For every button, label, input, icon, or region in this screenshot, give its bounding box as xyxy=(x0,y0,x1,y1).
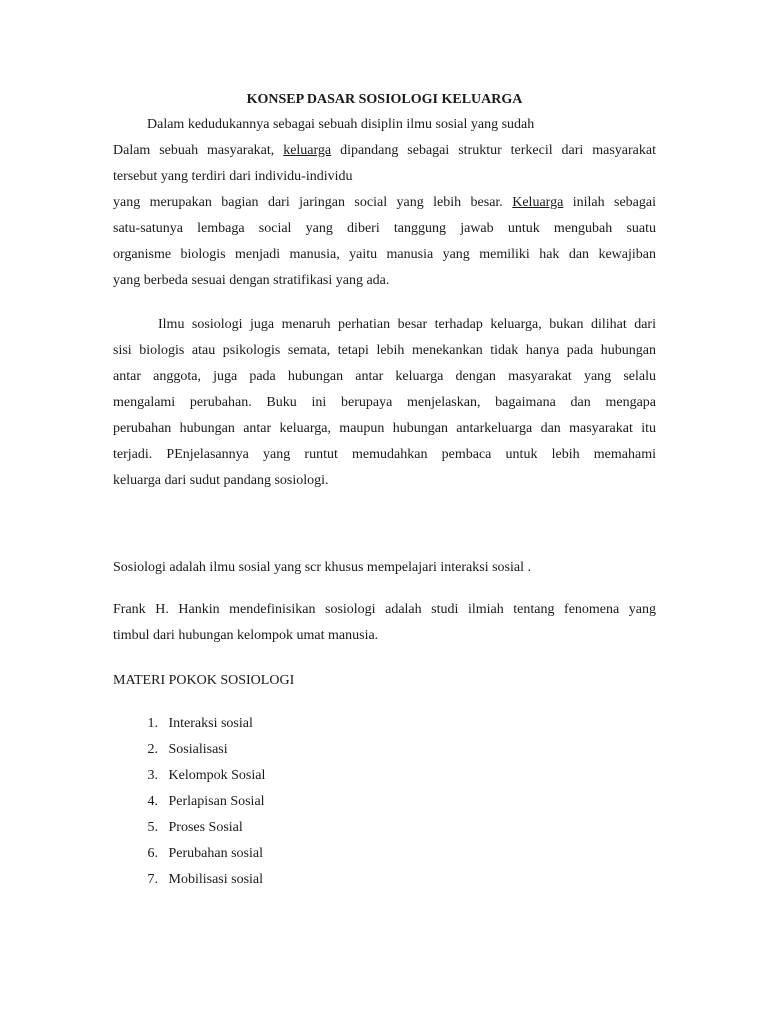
list-number: 2. xyxy=(147,742,158,757)
list-text: Interaksi sosial xyxy=(168,716,253,731)
p1-line-3: tersebut yang terdiri dari individu-individu xyxy=(113,169,353,184)
list-number: 4. xyxy=(147,794,158,809)
p1-line-6: organisme biologis menjadi manusia, yaitu manusia yang memiliki hak dan kewajiban xyxy=(113,247,656,262)
materi-heading: MATERI POKOK SOSIOLOGI xyxy=(113,673,295,688)
paragraph-3 xyxy=(113,555,656,581)
p4-line-1: Frank H. Hankin mendefinisikan sosiologi adalah studi ilmiah tentang fenomena yang xyxy=(113,602,656,617)
materi-list xyxy=(113,711,265,893)
document-title: KONSEP DASAR SOSIOLOGI KELUARGA xyxy=(246,92,523,107)
list-number: 1. xyxy=(147,716,158,731)
p1-line-4-pre: yang merupakan bagian dari jaringan social yang lebih besar. xyxy=(113,195,513,210)
p4-line-2: timbul dari hubungan kelompok umat manusia. xyxy=(113,628,379,643)
p1-line-4-post: inilah sebagai xyxy=(563,195,656,210)
list-number: 5. xyxy=(147,820,158,835)
list-number: 6. xyxy=(147,846,158,861)
paragraph-4 xyxy=(113,597,656,649)
list-item xyxy=(113,815,265,841)
list-text: Proses Sosial xyxy=(168,820,243,835)
list-item xyxy=(113,789,265,815)
p1-line-5: satu-satunya lembaga social yang diberi tanggung jawab untuk mengubah suatu xyxy=(113,221,656,236)
list-text: Kelompok Sosial xyxy=(168,768,266,783)
p2-line-7: keluarga dari sudut pandang sosiologi. xyxy=(113,473,329,488)
list-text: Perubahan sosial xyxy=(168,846,263,861)
p2-line-4: mengalami perubahan. Buku ini berupaya menjelaskan, bagaimana dan mengapa xyxy=(113,395,656,410)
p1-line-4 xyxy=(113,190,656,216)
list-number: 7. xyxy=(147,872,158,887)
p1-line-2-post: dipandang sebagai struktur terkecil dari masyarakat xyxy=(331,143,656,158)
p3-line-1: Sosiologi adalah ilmu sosial yang scr khusus mempelajari interaksi sosial . xyxy=(113,560,531,575)
list-item xyxy=(113,737,265,763)
list-text: Perlapisan Sosial xyxy=(168,794,265,809)
list-text: Sosialisasi xyxy=(168,742,228,757)
p2-line-2: sisi biologis atau psikologis semata, tetapi lebih menekankan tidak hanya pada hubungan xyxy=(113,343,656,358)
paragraph-1 xyxy=(113,112,656,294)
p2-line-5: perubahan hubungan antar keluarga, maupun hubungan antarkeluarga dan masyarakat itu xyxy=(113,421,656,436)
list-text: Mobilisasi sosial xyxy=(168,872,264,887)
p1-line-1: Dalam kedudukannya sebagai sebuah disiplin ilmu sosial yang sudah xyxy=(147,117,535,132)
p2-line-1: Ilmu sosiologi juga menaruh perhatian besar terhadap keluarga, bukan dilihat dari xyxy=(158,317,656,332)
paragraph-2 xyxy=(113,312,656,494)
p1-line-2-pre: Dalam sebuah masyarakat, xyxy=(113,143,284,158)
p2-line-3: antar anggota, juga pada hubungan antar keluarga dengan masyarakat yang selalu xyxy=(113,369,656,384)
list-item xyxy=(113,867,265,893)
section-heading xyxy=(113,668,656,694)
list-number: 3. xyxy=(147,768,158,783)
p1-line-7: yang berbeda sesuai dengan stratifikasi yang ada. xyxy=(113,273,390,288)
list-item xyxy=(113,763,265,789)
list-item xyxy=(113,711,265,737)
p2-line-6: terjadi. PEnjelasannya yang runtut memudahkan pembaca untuk lebih memahami xyxy=(113,447,656,462)
keluarga-underlined-2: Keluarga xyxy=(512,195,564,210)
p1-line-2 xyxy=(113,138,656,164)
keluarga-underlined: keluarga xyxy=(283,143,332,158)
list-item xyxy=(113,841,265,867)
